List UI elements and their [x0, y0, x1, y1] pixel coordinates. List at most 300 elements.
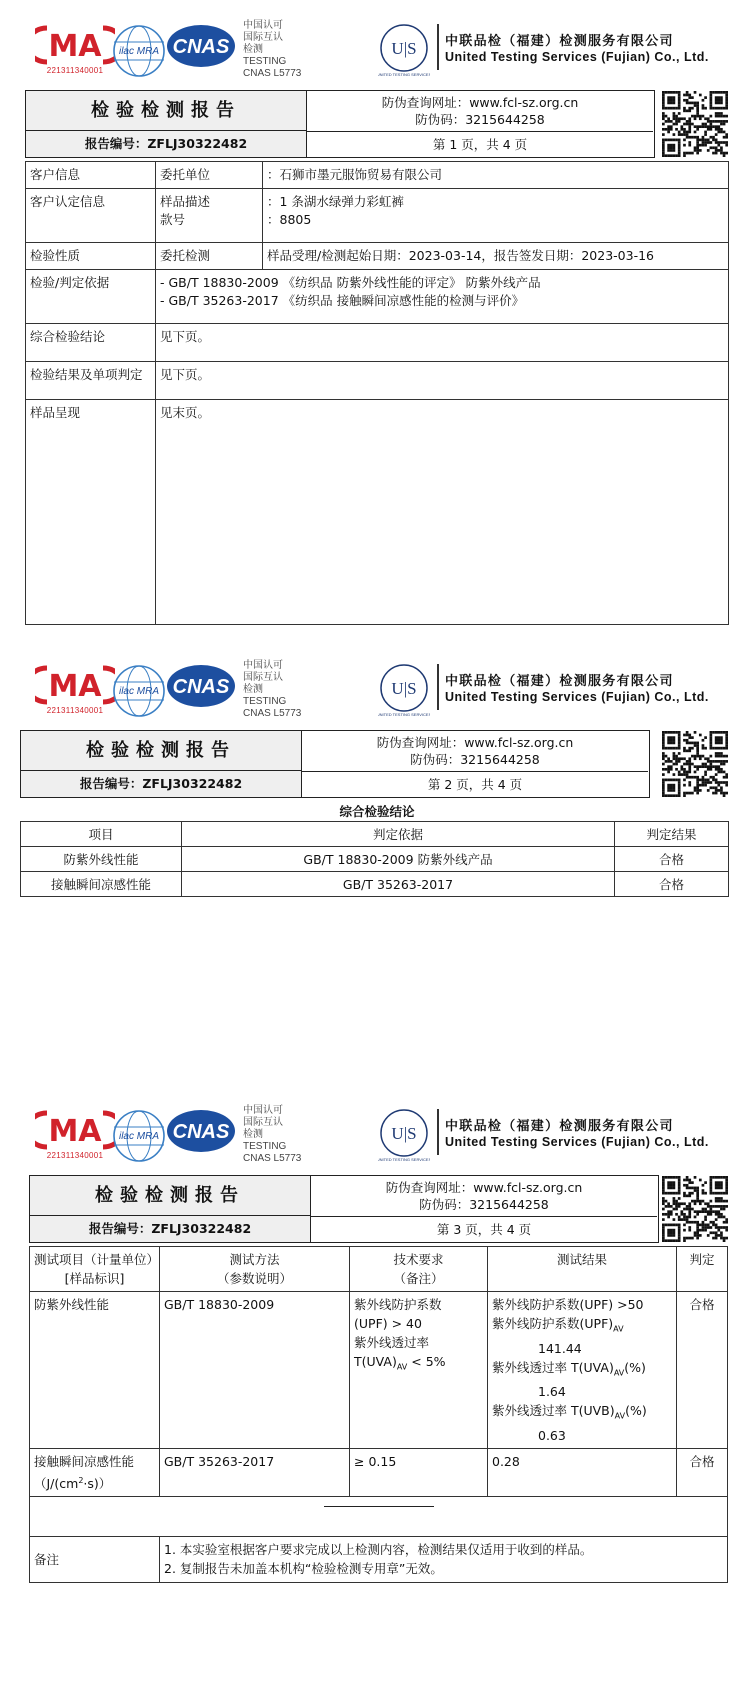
qr-module: [691, 96, 694, 99]
qr-module: [662, 763, 665, 766]
qr-module: [699, 144, 702, 147]
cma-logo: [35, 1107, 115, 1165]
qr-module: [707, 1224, 710, 1227]
qr-module: [699, 1202, 702, 1205]
qr-module: [678, 94, 681, 97]
qr-module: [717, 765, 720, 768]
qr-module: [715, 1218, 718, 1221]
qr-module: [696, 784, 699, 787]
qr-module: [725, 755, 728, 758]
qr-module: [678, 1224, 681, 1227]
qr-module: [715, 760, 718, 763]
qr-module: [723, 755, 726, 758]
qr-module: [710, 94, 713, 97]
qr-module: [725, 1218, 728, 1221]
qr-module: [662, 104, 665, 107]
report-title-block: [25, 90, 655, 158]
qr-module: [717, 144, 720, 147]
qr-module: [678, 96, 681, 99]
qr-module: [667, 747, 670, 750]
qr-module: [720, 792, 723, 795]
qr-module: [688, 107, 691, 110]
qr-module: [707, 765, 710, 768]
col-header-item: 项目: [21, 822, 182, 847]
qr-module: [675, 120, 678, 123]
qr-module: [673, 1181, 676, 1184]
uv-method: GB/T 18830-2009: [160, 1292, 350, 1449]
qr-module: [710, 1213, 713, 1216]
accreditation-text: 中国认可 国际互认 检测 TESTING CNAS L5773: [243, 1105, 302, 1164]
qr-module: [665, 139, 668, 142]
cma-logo: [35, 22, 115, 80]
qr-module: [694, 104, 697, 107]
qr-module: [707, 1210, 710, 1213]
qr-module: [715, 736, 718, 739]
page-number: 第 2 页，共 4 页: [302, 771, 648, 797]
qr-module: [723, 123, 726, 126]
qr-module: [673, 1231, 676, 1234]
qr-module: [717, 99, 720, 102]
qr-module: [702, 1192, 705, 1195]
qr-module: [665, 107, 668, 110]
qr-module: [720, 768, 723, 771]
ilac-logo: [110, 22, 168, 80]
qr-module: [712, 139, 715, 142]
qr-module: [715, 779, 718, 782]
qr-module: [720, 99, 723, 102]
qr-module: [667, 131, 670, 134]
qr-module: [717, 1184, 720, 1187]
qr-module: [665, 755, 668, 758]
qr-module: [667, 1205, 670, 1208]
qr-module: [715, 789, 718, 792]
qr-module: [662, 755, 665, 758]
qr-module: [665, 768, 668, 771]
qr-module: [725, 136, 728, 139]
qr-module: [715, 739, 718, 742]
qr-module: [683, 94, 686, 97]
qr-module: [723, 91, 726, 94]
qr-module: [678, 760, 681, 763]
qr-module: [725, 1184, 728, 1187]
qr-module: [662, 1239, 665, 1242]
qr-module: [688, 1192, 691, 1195]
report-number: 报告编号：ZFLJ30322482: [26, 131, 306, 157]
qr-module: [686, 1221, 689, 1224]
qr-module: [696, 744, 699, 747]
qr-module: [717, 1234, 720, 1237]
qr-module: [720, 1200, 723, 1203]
qr-module: [673, 107, 676, 110]
qr-module: [717, 1192, 720, 1195]
qr-module: [720, 123, 723, 126]
qr-module: [715, 792, 718, 795]
results-label: 检验结果及单项判定: [26, 362, 156, 400]
qr-module: [688, 1187, 691, 1190]
qr-module: [686, 91, 689, 94]
qr-module: [670, 1210, 673, 1213]
qr-module: [678, 779, 681, 782]
qr-module: [675, 1205, 678, 1208]
qr-module: [699, 1179, 702, 1182]
qr-module: [688, 734, 691, 737]
qr-module: [686, 760, 689, 763]
qr-module: [673, 1224, 676, 1227]
qr-module: [720, 152, 723, 155]
qr-module: [688, 123, 691, 126]
qr-module: [670, 139, 673, 142]
sample-desc-label: 样品描述: [160, 194, 211, 209]
qr-module: [673, 1208, 676, 1211]
company-name-en: United Testing Services (Fujian) Co., Ltd.: [445, 1135, 709, 1149]
qr-module: [720, 115, 723, 118]
qr-module: [678, 141, 681, 144]
qr-module: [667, 128, 670, 131]
qr-module: [691, 742, 694, 745]
qr-module: [725, 776, 728, 779]
qr-module: [702, 144, 705, 147]
qr-module: [712, 120, 715, 123]
qr-module: [710, 1189, 713, 1192]
qr-module: [702, 1224, 705, 1227]
qr-module: [710, 1179, 713, 1182]
qr-module: [725, 1181, 728, 1184]
uts-separator: [437, 24, 439, 70]
qr-module: [720, 131, 723, 134]
qr-module: [717, 1216, 720, 1219]
qr-module: [717, 91, 720, 94]
qr-module: [704, 1229, 707, 1232]
cma-letters: MA: [48, 669, 102, 704]
qr-module: [694, 771, 697, 774]
qr-module: [662, 133, 665, 136]
qr-module: [691, 776, 694, 779]
cnas-mark-icon: [165, 1107, 237, 1155]
qr-module: [715, 765, 718, 768]
qr-module: [686, 94, 689, 97]
qr-module: [717, 768, 720, 771]
qr-module: [662, 1226, 665, 1229]
qr-module: [688, 742, 691, 745]
client-value: ：石狮市墨元服饰贸易有限公司: [263, 162, 729, 189]
qr-module: [712, 747, 715, 750]
qr-module: [696, 128, 699, 131]
accreditation-text: 中国认可 国际互认 检测 TESTING CNAS L5773: [243, 660, 302, 719]
qr-module: [715, 1187, 718, 1190]
qr-module: [662, 747, 665, 750]
qr-module: [675, 1176, 678, 1179]
qr-module: [707, 128, 710, 131]
qr-module: [670, 736, 673, 739]
qr-module: [678, 133, 681, 136]
qr-module: [678, 771, 681, 774]
qr-module: [662, 96, 665, 99]
qr-module: [704, 1226, 707, 1229]
qr-module: [678, 154, 681, 157]
qr-module: [725, 742, 728, 745]
qr-module: [683, 784, 686, 787]
qr-module: [667, 765, 670, 768]
qr-module: [683, 152, 686, 155]
qr-module: [717, 96, 720, 99]
qr-module: [678, 1197, 681, 1200]
qr-module: [662, 139, 665, 142]
qr-module: [686, 102, 689, 105]
cma-number: 221311340001: [46, 1151, 104, 1160]
ilac-logo: [110, 1107, 168, 1165]
qr-module: [707, 789, 710, 792]
qr-module: [712, 792, 715, 795]
cnas-mark-icon: [165, 22, 237, 70]
qr-module: [683, 749, 686, 752]
qr-module: [673, 755, 676, 758]
qr-module: [715, 786, 718, 789]
sample-desc-value: ：1 条湖水绿弹力彩虹裤: [267, 194, 404, 209]
qr-module: [702, 107, 705, 110]
qr-module: [717, 752, 720, 755]
sample-label: 样品呈现: [26, 400, 156, 625]
company-name-cn: 中联品检（福建）检测服务有限公司: [445, 1119, 674, 1134]
cma-logo: [35, 662, 115, 720]
qr-module: [667, 760, 670, 763]
qr-module: [680, 1218, 683, 1221]
qr-module: [694, 1189, 697, 1192]
qr-module: [670, 91, 673, 94]
qr-module: [678, 1205, 681, 1208]
qr-module: [675, 1200, 678, 1203]
qr-module: [717, 1197, 720, 1200]
cnas-text: CNAS: [172, 1121, 230, 1143]
qr-module: [670, 1213, 673, 1216]
table-row: [26, 162, 729, 189]
qr-module: [678, 144, 681, 147]
qr-module: [699, 1200, 702, 1203]
qr-module: [725, 1189, 728, 1192]
qr-module: [717, 1210, 720, 1213]
qr-module: [707, 1202, 710, 1205]
qr-module: [662, 141, 665, 144]
qr-module: [662, 784, 665, 787]
qr-module: [717, 112, 720, 115]
qr-module: [696, 1187, 699, 1190]
qr-module: [707, 1226, 710, 1229]
qr-module: [696, 1226, 699, 1229]
qr-module: [725, 1200, 728, 1203]
qr-module: [720, 107, 723, 110]
qr-module: [720, 102, 723, 105]
report-title: 检验检测报告: [26, 91, 306, 131]
qr-module: [717, 115, 720, 118]
qr-module: [680, 117, 683, 120]
qr-module: [710, 1192, 713, 1195]
qr-module: [715, 149, 718, 152]
qr-module: [707, 141, 710, 144]
qr-module: [710, 1231, 713, 1234]
qr-module: [715, 128, 718, 131]
qr-module: [715, 1176, 718, 1179]
qr-module: [675, 794, 678, 797]
qr-module: [691, 792, 694, 795]
qr-module: [702, 123, 705, 126]
qr-module: [686, 123, 689, 126]
qr-module: [702, 765, 705, 768]
qr-module: [678, 131, 681, 134]
qr-module: [725, 1229, 728, 1232]
qr-module: [712, 1210, 715, 1213]
qr-module: [673, 773, 676, 776]
qr-module: [702, 125, 705, 128]
qr-module: [710, 96, 713, 99]
qr-module: [710, 136, 713, 139]
qr-module: [699, 765, 702, 768]
qr-module: [723, 136, 726, 139]
qr-module: [710, 1187, 713, 1190]
qr-module: [675, 128, 678, 131]
qr-module: [667, 739, 670, 742]
qr-module: [662, 736, 665, 739]
qr-module: [678, 1226, 681, 1229]
qr-module: [688, 1216, 691, 1219]
qr-module: [662, 792, 665, 795]
qr-module: [683, 123, 686, 126]
qr-module: [704, 747, 707, 750]
qr-module: [688, 1237, 691, 1240]
qr-module: [702, 1189, 705, 1192]
report-header: [0, 1085, 750, 1175]
qr-module: [717, 731, 720, 734]
qr-module: [667, 757, 670, 760]
qr-module: [678, 117, 681, 120]
qr-module: [678, 152, 681, 155]
table-row: [21, 847, 729, 872]
qr-module: [673, 1197, 676, 1200]
qr-module: [662, 99, 665, 102]
qr-module: [673, 1184, 676, 1187]
qr-module: [717, 120, 720, 123]
qr-module: [665, 1213, 668, 1216]
qr-module: [673, 736, 676, 739]
qr-module: [667, 794, 670, 797]
qr-module: [667, 786, 670, 789]
qr-code-icon: [662, 91, 728, 157]
qr-module: [678, 731, 681, 734]
qr-module: [696, 1229, 699, 1232]
qr-module: [710, 760, 713, 763]
qr-module: [688, 768, 691, 771]
qr-module: [723, 1208, 726, 1211]
qr-module: [720, 1187, 723, 1190]
report-title-block: [20, 730, 650, 798]
cnas-logo: [165, 1107, 237, 1155]
table-cell: GB/T 18830-2009 防紫外线产品: [182, 847, 615, 872]
basis-label: 检验/判定依据: [26, 270, 156, 324]
qr-module: [688, 128, 691, 131]
qr-module: [723, 763, 726, 766]
qr-module: [673, 1239, 676, 1242]
qr-module: [696, 747, 699, 750]
qr-module: [715, 120, 718, 123]
qr-module: [688, 1179, 691, 1182]
qr-module: [662, 1213, 665, 1216]
qr-module: [717, 739, 720, 742]
qr-module: [691, 1208, 694, 1211]
qr-module: [694, 131, 697, 134]
qr-module: [678, 742, 681, 745]
qr-module: [686, 739, 689, 742]
qr-module: [707, 1213, 710, 1216]
qr-module: [704, 1208, 707, 1211]
qr-module: [673, 1176, 676, 1179]
qr-module: [678, 747, 681, 750]
qr-module: [662, 117, 665, 120]
qr-module: [694, 149, 697, 152]
qr-module: [673, 144, 676, 147]
uts-logo: [378, 22, 430, 78]
qr-module: [707, 768, 710, 771]
qr-module: [683, 763, 686, 766]
col-header-method: 测试方法 （参数说明）: [160, 1247, 350, 1292]
qr-module: [702, 779, 705, 782]
qr-module: [662, 1197, 665, 1200]
qr-module: [678, 739, 681, 742]
qr-module: [704, 763, 707, 766]
qr-module: [680, 757, 683, 760]
basis-item: - GB/T 35263-2017 《纺织品 接触瞬间凉感性能的检测与评价》: [160, 293, 525, 308]
qr-module: [702, 781, 705, 784]
qr-module: [696, 141, 699, 144]
qr-module: [717, 1226, 720, 1229]
qr-module: [702, 1200, 705, 1203]
qr-module: [720, 742, 723, 745]
qr-module: [696, 146, 699, 149]
qr-module: [680, 765, 683, 768]
qr-module: [683, 154, 686, 157]
qr-module: [699, 1229, 702, 1232]
qr-module: [678, 1179, 681, 1182]
qr-module: [696, 776, 699, 779]
qr-module: [691, 152, 694, 155]
qr-module: [712, 760, 715, 763]
qr-module: [675, 1202, 678, 1205]
qr-module: [675, 1213, 678, 1216]
qr-module: [702, 99, 705, 102]
qr-module: [710, 768, 713, 771]
qr-module: [704, 96, 707, 99]
qr-module: [662, 102, 665, 105]
qr-module: [686, 792, 689, 795]
qr-module: [720, 786, 723, 789]
qr-module: [725, 792, 728, 795]
qr-module: [662, 1237, 665, 1240]
qr-module: [683, 107, 686, 110]
qr-module: [662, 1208, 665, 1211]
qr-module: [675, 1239, 678, 1242]
qr-module: [725, 781, 728, 784]
qr-module: [673, 763, 676, 766]
qr-module: [696, 107, 699, 110]
qr-module: [715, 1184, 718, 1187]
qr-module: [712, 146, 715, 149]
qr-module: [683, 131, 686, 134]
qr-module: [710, 1181, 713, 1184]
qr-module: [683, 1237, 686, 1240]
qr-module: [678, 794, 681, 797]
qr-module: [710, 1205, 713, 1208]
qr-module: [725, 760, 728, 763]
qr-module: [686, 133, 689, 136]
qr-module: [694, 786, 697, 789]
uts-seal-icon: [378, 662, 430, 718]
